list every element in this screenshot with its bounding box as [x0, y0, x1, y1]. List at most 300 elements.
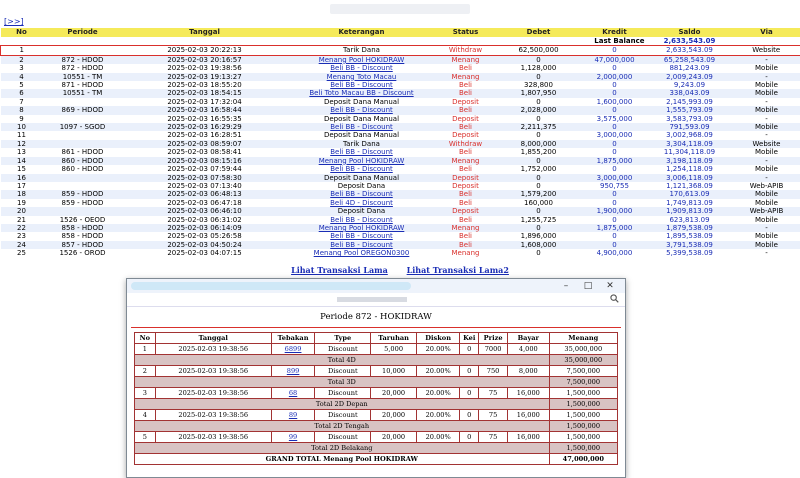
row-description-link[interactable]: Beli BB - Discount — [287, 232, 437, 240]
grand-total-row — [135, 454, 618, 465]
row-via: Mobile — [733, 241, 800, 249]
row-date: 2025-02-03 18:55:20 — [123, 81, 287, 89]
grand-total-label: GRAND TOTAL Menang Pool HOKIDRAW — [135, 454, 550, 465]
bet-pay: 4,000 — [508, 344, 549, 355]
row-status: Withdraw — [437, 140, 495, 148]
row-status: Menang — [437, 157, 495, 165]
row-number: 7 — [1, 98, 43, 106]
row-via: Mobile — [733, 232, 800, 240]
row-date: 2025-02-03 19:13:27 — [123, 73, 287, 81]
row-status: Beli — [437, 216, 495, 224]
row-via: Web-APIB — [733, 207, 800, 215]
row-saldo: 1,909,813.09 — [647, 207, 733, 215]
subtotal-label: Total 2D Depan — [135, 399, 550, 410]
row-number: 14 — [1, 157, 43, 165]
bet-date: 2025-02-03 19:38:56 — [155, 432, 271, 443]
row-periode: 10551 - TM — [43, 73, 123, 81]
row-saldo: 1,121,368.09 — [647, 182, 733, 190]
period-detail-popup-window — [126, 278, 626, 478]
row-description-link[interactable]: Beli 4D - Discount — [287, 199, 437, 207]
subtotal-value: 7,500,000 — [549, 377, 617, 388]
bet-guess-link[interactable]: 899 — [271, 366, 315, 377]
ledger-header-cell: Tanggal — [123, 28, 287, 37]
row-description-link[interactable]: Beli BB - Discount — [287, 190, 437, 198]
row-status: Beli — [437, 89, 495, 97]
row-periode: 858 - HDOD — [43, 224, 123, 232]
row-date: 2025-02-03 08:58:41 — [123, 148, 287, 156]
row-description: Deposit Dana Manual — [287, 131, 437, 139]
row-status: Deposit — [437, 182, 495, 190]
row-number: 15 — [1, 165, 43, 173]
row-kredit: 0 — [583, 106, 647, 114]
row-debet: 1,807,950 — [495, 89, 583, 97]
old-transactions-link[interactable]: Lihat Transaksi Lama — [291, 265, 388, 275]
subtotal-value: 35,000,000 — [549, 355, 617, 366]
row-kredit: 0 — [583, 64, 647, 72]
subtotal-label: Total 2D Tengah — [135, 421, 550, 432]
row-number: 9 — [1, 115, 43, 123]
bet-type: Discount — [315, 432, 371, 443]
row-debet: 62,500,000 — [495, 46, 583, 55]
maximize-icon[interactable]: □ — [577, 280, 599, 292]
row-status: Deposit — [437, 207, 495, 215]
row-status: Deposit — [437, 98, 495, 106]
subtotal-label: Total 2D Belakang — [135, 443, 550, 454]
row-description-link[interactable]: Beli BB - Discount — [287, 123, 437, 131]
row-saldo: 5,399,538.09 — [647, 249, 733, 257]
row-description-link[interactable]: Menang Pool HOKIDRAW — [287, 157, 437, 165]
row-periode: 1526 - OROD — [43, 249, 123, 257]
bet-kei: 0 — [460, 432, 479, 443]
row-number: 23 — [1, 232, 43, 240]
ledger-row — [1, 46, 800, 55]
ledger-row — [1, 89, 800, 97]
grand-total-value: 47,000,000 — [549, 454, 617, 465]
last-balance-row — [1, 37, 800, 46]
row-status: Menang — [437, 224, 495, 232]
subtotal-row — [135, 421, 618, 432]
row-kredit: 1,600,000 — [583, 98, 647, 106]
row-via: Mobile — [733, 148, 800, 156]
ledger-row — [1, 199, 800, 207]
detail-header-cell: Prize — [479, 333, 508, 344]
row-number: 6 — [1, 89, 43, 97]
row-saldo: 9,243.09 — [647, 81, 733, 89]
row-via: Mobile — [733, 81, 800, 89]
row-periode: 872 - HDOD — [43, 55, 123, 64]
ledger-row — [1, 131, 800, 139]
detail-header-cell: Kei — [460, 333, 479, 344]
row-periode: 859 - HDOD — [43, 199, 123, 207]
row-via: Mobile — [733, 216, 800, 224]
ledger-row — [1, 174, 800, 182]
ledger-header-cell: Kredit — [583, 28, 647, 37]
ledger-row — [1, 249, 800, 257]
detail-header-cell: Menang — [549, 333, 617, 344]
row-periode: 871 - HDOD — [43, 81, 123, 89]
ledger-header-cell: Keterangan — [287, 28, 437, 37]
row-date: 2025-02-03 16:55:35 — [123, 115, 287, 123]
row-number: 11 — [1, 131, 43, 139]
row-debet: 0 — [495, 224, 583, 232]
row-kredit: 950,755 — [583, 182, 647, 190]
row-debet: 2,211,375 — [495, 123, 583, 131]
row-date: 2025-02-03 06:48:13 — [123, 190, 287, 198]
row-kredit: 1,900,000 — [583, 207, 647, 215]
row-via: Mobile — [733, 123, 800, 131]
row-status: Deposit — [437, 115, 495, 123]
row-periode: 1526 - OEOD — [43, 216, 123, 224]
bet-guess-link[interactable]: 6899 — [271, 344, 315, 355]
row-via: - — [733, 55, 800, 64]
row-saldo: 3,002,968.09 — [647, 131, 733, 139]
bet-row — [135, 388, 618, 399]
bet-win: 1,500,000 — [549, 410, 617, 421]
ledger-row — [1, 81, 800, 89]
old-transactions-links — [0, 265, 800, 275]
subtotal-row — [135, 355, 618, 366]
row-periode: 860 - HDOD — [43, 157, 123, 165]
row-saldo: 1,749,813.09 — [647, 199, 733, 207]
bet-row — [135, 344, 618, 355]
bet-stake: 20,000 — [371, 432, 417, 443]
row-number: 20 — [1, 207, 43, 215]
row-status: Beli — [437, 81, 495, 89]
row-via: Mobile — [733, 165, 800, 173]
ledger-row — [1, 190, 800, 198]
bet-discount: 20.00% — [416, 388, 460, 399]
row-periode: 869 - HDOD — [43, 106, 123, 114]
row-description: Deposit Dana Manual — [287, 115, 437, 123]
row-description-link[interactable]: Beli BB - Discount — [287, 81, 437, 89]
bet-guess-link[interactable]: 99 — [271, 432, 315, 443]
ledger-header-cell: Debet — [495, 28, 583, 37]
row-kredit: 0 — [583, 123, 647, 131]
bet-date: 2025-02-03 19:38:56 — [155, 388, 271, 399]
row-saldo: 338,043.09 — [647, 89, 733, 97]
bet-kei: 0 — [460, 388, 479, 399]
ledger-header-cell: Via — [733, 28, 800, 37]
bet-stake: 10,000 — [371, 366, 417, 377]
bet-stake: 20,000 — [371, 388, 417, 399]
bet-pay: 16,000 — [508, 432, 549, 443]
row-description-link[interactable]: Menang Toto Macau — [287, 73, 437, 81]
bet-pay: 8,000 — [508, 366, 549, 377]
row-number: 8 — [1, 106, 43, 114]
row-date: 2025-02-03 16:28:51 — [123, 131, 287, 139]
subtotal-row — [135, 377, 618, 388]
detail-header-cell: Diskon — [416, 333, 460, 344]
row-saldo: 2,633,543.09 — [647, 46, 733, 55]
row-periode — [43, 46, 123, 55]
row-via: Mobile — [733, 190, 800, 198]
bet-date: 2025-02-03 19:38:56 — [155, 366, 271, 377]
popup-title: Periode 872 - HOKIDRAW — [127, 312, 625, 324]
row-periode: 860 - HDOD — [43, 165, 123, 173]
row-status: Beli — [437, 199, 495, 207]
row-kredit: 0 — [583, 232, 647, 240]
row-status: Deposit — [437, 131, 495, 139]
row-description-link[interactable]: Menang Pool OREGON0300 — [287, 249, 437, 257]
row-description-link[interactable]: Beli BB - Discount — [287, 64, 437, 72]
popup-address-bar[interactable] — [127, 293, 625, 307]
bet-prize: 75 — [479, 432, 508, 443]
row-date: 2025-02-03 06:47:18 — [123, 199, 287, 207]
row-via: - — [733, 224, 800, 232]
ledger-row — [1, 115, 800, 123]
ledger-row — [1, 232, 800, 240]
row-number: 12 — [1, 140, 43, 148]
row-description-link[interactable]: Beli BB - Discount — [287, 216, 437, 224]
row-description: Tarik Dana — [287, 46, 437, 55]
row-description: Deposit Dana — [287, 207, 437, 215]
bet-type: Discount — [315, 344, 371, 355]
row-saldo: 1,254,118.09 — [647, 165, 733, 173]
row-date: 2025-02-03 19:38:56 — [123, 64, 287, 72]
old-transactions-link-2[interactable]: Lihat Transaksi Lama2 — [407, 265, 509, 275]
detail-header-cell: No — [135, 333, 156, 344]
row-number: 2 — [1, 55, 43, 64]
row-number: 3 — [1, 64, 43, 72]
row-number: 21 — [1, 216, 43, 224]
row-kredit: 3,000,000 — [583, 131, 647, 139]
bet-win: 35,000,000 — [549, 344, 617, 355]
row-kredit: 0 — [583, 199, 647, 207]
subtotal-label: Total 4D — [135, 355, 550, 366]
row-periode — [43, 182, 123, 190]
subtotal-row — [135, 399, 618, 410]
row-status: Beli — [437, 190, 495, 198]
row-periode: 857 - HDOD — [43, 241, 123, 249]
minimize-icon[interactable]: – — [555, 280, 577, 292]
row-kredit: 0 — [583, 81, 647, 89]
magnifier-icon[interactable] — [610, 294, 619, 306]
bet-row — [135, 432, 618, 443]
ledger-header-cell: Status — [437, 28, 495, 37]
blurred-window-title — [131, 282, 411, 290]
ledger-header-cell: Periode — [43, 28, 123, 37]
row-periode — [43, 140, 123, 148]
bet-number: 1 — [135, 344, 156, 355]
row-debet: 0 — [495, 73, 583, 81]
blurred-url — [337, 297, 407, 302]
ledger-row — [1, 140, 800, 148]
detail-header-cell: Taruhan — [371, 333, 417, 344]
row-saldo: 881,243.09 — [647, 64, 733, 72]
row-status: Menang — [437, 73, 495, 81]
row-saldo: 2,145,993.09 — [647, 98, 733, 106]
bet-kei: 0 — [460, 410, 479, 421]
row-date: 2025-02-03 06:46:10 — [123, 207, 287, 215]
ledger-header-row — [1, 28, 800, 37]
row-kredit: 1,875,000 — [583, 157, 647, 165]
ledger-row — [1, 64, 800, 72]
row-status: Menang — [437, 249, 495, 257]
row-periode — [43, 115, 123, 123]
row-saldo: 3,198,118.09 — [647, 157, 733, 165]
row-debet: 2,028,000 — [495, 106, 583, 114]
subtotal-value: 1,500,000 — [549, 421, 617, 432]
row-date: 2025-02-03 06:14:09 — [123, 224, 287, 232]
row-status: Withdraw — [437, 46, 495, 55]
row-via: - — [733, 174, 800, 182]
row-description-link[interactable]: Beli BB - Discount — [287, 148, 437, 156]
row-date: 2025-02-03 08:15:16 — [123, 157, 287, 165]
row-debet: 0 — [495, 174, 583, 182]
bet-discount: 20.00% — [416, 366, 460, 377]
last-balance-value: 2,633,543.09 — [647, 37, 733, 46]
row-kredit: 0 — [583, 190, 647, 198]
subtotal-value: 1,500,000 — [549, 443, 617, 454]
bet-stake: 5,000 — [371, 344, 417, 355]
row-saldo: 11,304,118.09 — [647, 148, 733, 156]
detail-header-cell: Type — [315, 333, 371, 344]
row-debet: 8,000,000 — [495, 140, 583, 148]
bet-type: Discount — [315, 410, 371, 421]
row-description-link[interactable]: Beli BB - Discount — [287, 106, 437, 114]
row-description-link[interactable]: Menang Pool HOKIDRAW — [287, 55, 437, 64]
row-debet: 0 — [495, 55, 583, 64]
row-via: Web-APIB — [733, 182, 800, 190]
row-saldo: 3,583,793.09 — [647, 115, 733, 123]
row-description: Deposit Dana — [287, 182, 437, 190]
bet-kei: 0 — [460, 366, 479, 377]
row-description: Tarik Dana — [287, 140, 437, 148]
row-via: - — [733, 73, 800, 81]
row-saldo: 3,791,538.09 — [647, 241, 733, 249]
row-status: Deposit — [437, 174, 495, 182]
bet-prize: 7000 — [479, 344, 508, 355]
row-via: Website — [733, 46, 800, 55]
row-date: 2025-02-03 20:22:13 — [123, 46, 287, 55]
ledger-row — [1, 98, 800, 106]
row-status: Beli — [437, 232, 495, 240]
row-description-link[interactable]: Menang Pool HOKIDRAW — [287, 224, 437, 232]
row-date: 2025-02-03 18:54:15 — [123, 89, 287, 97]
row-status: Beli — [437, 165, 495, 173]
row-status: Beli — [437, 241, 495, 249]
close-icon[interactable]: ✕ — [599, 280, 621, 292]
bet-number: 4 — [135, 410, 156, 421]
row-number: 13 — [1, 148, 43, 156]
ledger-row — [1, 207, 800, 215]
row-date: 2025-02-03 04:50:24 — [123, 241, 287, 249]
bet-win: 7,500,000 — [549, 366, 617, 377]
row-debet: 0 — [495, 98, 583, 106]
row-saldo: 623,813.09 — [647, 216, 733, 224]
bet-date: 2025-02-03 19:38:56 — [155, 344, 271, 355]
transaction-ledger-table — [0, 28, 800, 258]
row-description-link[interactable]: Beli BB - Discount — [287, 241, 437, 249]
row-date: 2025-02-03 16:29:29 — [123, 123, 287, 131]
bet-number: 5 — [135, 432, 156, 443]
row-description: Deposit Dana Manual — [287, 174, 437, 182]
row-periode — [43, 207, 123, 215]
bet-prize: 75 — [479, 410, 508, 421]
row-kredit: 0 — [583, 46, 647, 55]
next-page-link[interactable]: [>>] — [4, 17, 24, 26]
row-periode: 10551 - TM — [43, 89, 123, 97]
row-debet: 1,608,000 — [495, 241, 583, 249]
row-date: 2025-02-03 20:16:57 — [123, 55, 287, 64]
bet-discount: 20.00% — [416, 344, 460, 355]
row-debet: 0 — [495, 182, 583, 190]
detail-header-cell: Tanggal — [155, 333, 271, 344]
subtotal-label: Total 3D — [135, 377, 550, 388]
row-number: 17 — [1, 182, 43, 190]
row-periode: 872 - HDOD — [43, 64, 123, 72]
row-kredit: 0 — [583, 165, 647, 173]
row-description-link[interactable]: Beli BB - Discount — [287, 165, 437, 173]
row-via: - — [733, 115, 800, 123]
row-debet: 1,255,725 — [495, 216, 583, 224]
row-debet: 0 — [495, 115, 583, 123]
row-kredit: 0 — [583, 148, 647, 156]
row-via: - — [733, 98, 800, 106]
bet-number: 3 — [135, 388, 156, 399]
row-periode: 858 - HDOD — [43, 232, 123, 240]
row-date: 2025-02-03 07:13:40 — [123, 182, 287, 190]
ledger-row — [1, 106, 800, 114]
row-saldo: 1,555,793.09 — [647, 106, 733, 114]
row-debet: 0 — [495, 249, 583, 257]
row-number: 19 — [1, 199, 43, 207]
row-via: - — [733, 131, 800, 139]
row-saldo: 3,304,118.09 — [647, 140, 733, 148]
row-number: 10 — [1, 123, 43, 131]
bet-guess-link[interactable]: 89 — [271, 410, 315, 421]
row-number: 18 — [1, 190, 43, 198]
row-date: 2025-02-03 08:59:07 — [123, 140, 287, 148]
row-number: 4 — [1, 73, 43, 81]
row-kredit: 47,000,000 — [583, 55, 647, 64]
bet-win: 1,500,000 — [549, 388, 617, 399]
row-via: - — [733, 157, 800, 165]
row-periode — [43, 98, 123, 106]
row-date: 2025-02-03 04:07:15 — [123, 249, 287, 257]
row-via: Mobile — [733, 199, 800, 207]
ledger-row — [1, 55, 800, 64]
row-via: - — [733, 249, 800, 257]
row-kredit: 1,875,000 — [583, 224, 647, 232]
bet-prize: 75 — [479, 388, 508, 399]
row-saldo: 170,613.09 — [647, 190, 733, 198]
row-date: 2025-02-03 17:32:04 — [123, 98, 287, 106]
row-date: 2025-02-03 07:59:44 — [123, 165, 287, 173]
subtotal-value: 1,500,000 — [549, 399, 617, 410]
row-status: Beli — [437, 106, 495, 114]
row-kredit: 0 — [583, 241, 647, 249]
row-description-link[interactable]: Beli Toto Macau BB - Discount — [287, 89, 437, 97]
row-status: Beli — [437, 123, 495, 131]
bet-guess-link[interactable]: 68 — [271, 388, 315, 399]
row-number: 5 — [1, 81, 43, 89]
row-via: Website — [733, 140, 800, 148]
row-date: 2025-02-03 16:58:44 — [123, 106, 287, 114]
row-periode — [43, 174, 123, 182]
row-number: 1 — [1, 46, 43, 55]
bet-discount: 20.00% — [416, 410, 460, 421]
ledger-row — [1, 157, 800, 165]
row-description: Deposit Dana Manual — [287, 98, 437, 106]
bet-row — [135, 410, 618, 421]
popup-titlebar[interactable] — [127, 279, 625, 293]
row-number: 25 — [1, 249, 43, 257]
row-debet: 1,752,000 — [495, 165, 583, 173]
row-status: Beli — [437, 148, 495, 156]
ledger-row — [1, 165, 800, 173]
detail-header-cell: Bayar — [508, 333, 549, 344]
